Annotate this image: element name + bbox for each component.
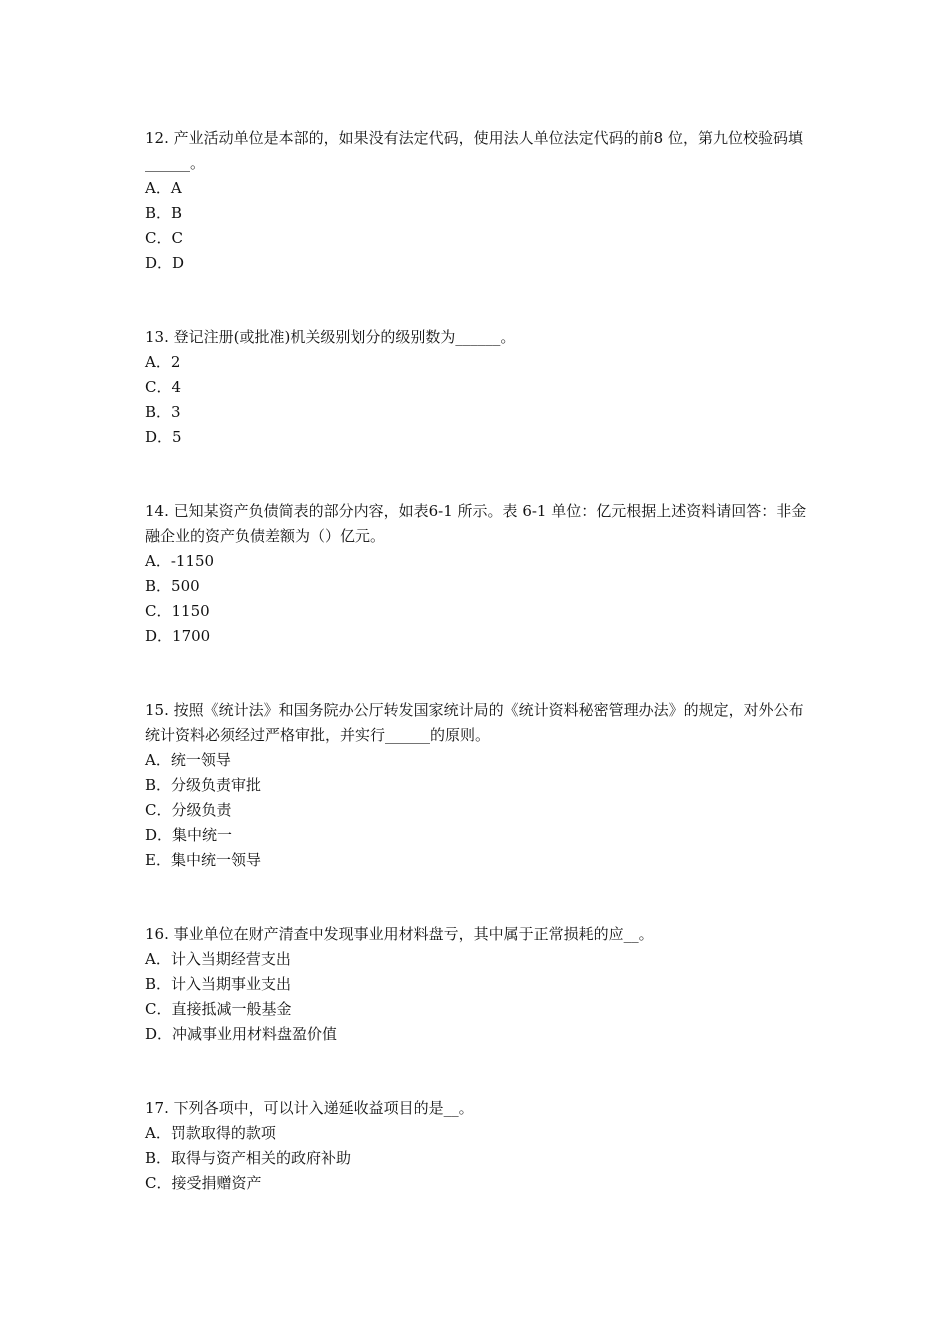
option-list [145,176,815,276]
option-item: B．取得与资产相关的政府补助 [145,1149,352,1167]
option-item: B．B [145,204,183,222]
question-stem: 15. 按照《统计法》和国务院办公厅转发国家统计局的《统计资料秘密管理办法》的规定，对外公布统计资料必须经过严格审批，并实行______的原则。 [145,701,804,744]
option-item: D．D [145,254,185,272]
question-stem: 12. 产业活动单位是本部的，如果没有法定代码，使用法人单位法定代码的前8 位，第九位校验码填______。 [145,129,803,172]
option-item: C．C [145,229,183,247]
option-item: D．1700 [145,627,211,645]
option-item: B．计入当期事业支出 [145,975,292,993]
question-17 [145,1096,815,1196]
question-13 [145,325,815,450]
option-list [145,549,815,649]
spacer [145,649,815,698]
question-16 [145,922,815,1047]
option-item: A．统一领导 [145,751,231,769]
option-item: B．3 [145,403,181,421]
option-item: A．2 [145,353,181,371]
option-item: D．冲减事业用材料盘盈价值 [145,1025,338,1043]
question-stem: 14. 已知某资产负债简表的部分内容，如表6-1 所示。表 6-1 单位：亿元根据上述资料请回答：非金融企业的资产负债差额为（）亿元。 [145,502,807,545]
question-stem: 13. 登记注册(或批准)机关级别划分的级别数为______。 [145,328,516,346]
document-page [145,126,815,1196]
option-item: A．A [145,179,182,197]
option-item: A．罚款取得的款项 [145,1124,276,1142]
spacer [145,276,815,325]
spacer [145,873,815,922]
question-12 [145,126,815,276]
option-item: D．5 [145,428,182,446]
option-item: C．1150 [145,602,210,620]
question-stem: 16. 事业单位在财产清查中发现事业用材料盘亏，其中属于正常损耗的应__。 [145,925,654,943]
option-list [145,1121,815,1196]
option-item: E．集中统一领导 [145,851,261,869]
option-item: C．4 [145,378,182,396]
option-item: D．集中统一 [145,826,233,844]
option-item: C．分级负责 [145,801,232,819]
option-list [145,947,815,1047]
option-list [145,748,815,873]
option-list [145,350,815,450]
question-14 [145,499,815,649]
question-stem: 17. 下列各项中，可以计入递延收益项目的是__。 [145,1099,474,1117]
option-item: C．直接抵减一般基金 [145,1000,292,1018]
spacer [145,1047,815,1096]
question-15 [145,698,815,873]
option-item: A．计入当期经营支出 [145,950,291,968]
option-item: B．分级负责审批 [145,776,262,794]
option-item: B．500 [145,577,200,595]
option-item: A．-1150 [145,552,215,570]
spacer [145,450,815,499]
option-item: C．接受捐赠资产 [145,1174,262,1192]
